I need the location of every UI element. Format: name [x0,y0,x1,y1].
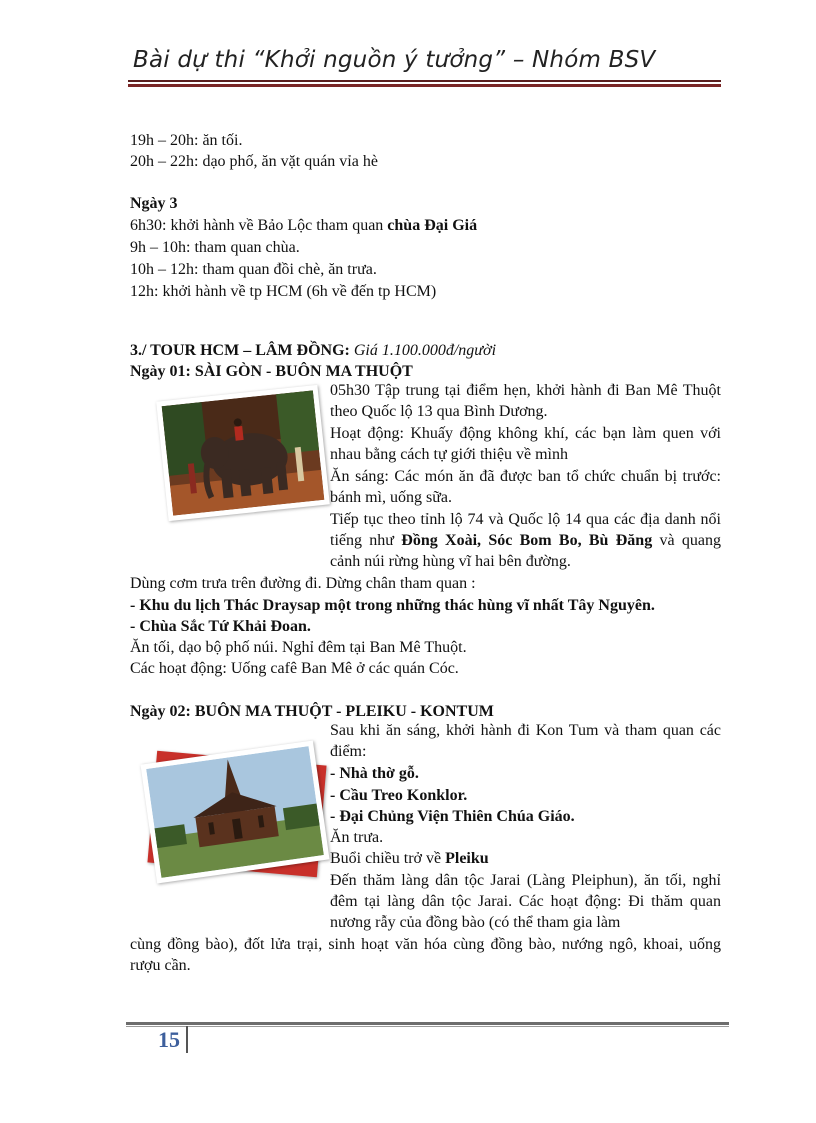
header-divider [128,80,721,82]
day1-paragraph: Ăn sáng: Các món ăn đã được ban tổ chức chuẩn bị trước: bánh mì, uống sữa. [330,468,721,507]
city-name: Pleiku [445,850,489,867]
route-text: và quang cảnh núi rừng hùng vĩ hai bên đường. [330,532,721,571]
day1-stop: - Chùa Sắc Tứ Khải Đoan. [130,618,311,635]
route-text: Tiếp tục theo tỉnh lộ 74 và Quốc lộ 14 qua các địa danh nổi tiếng như [330,511,721,550]
day2-spot: - Nhà thờ gỗ. [330,765,419,782]
day3-heading: Ngày 3 [130,195,178,212]
day1-paragraph [330,509,721,573]
day2-paragraph: Sau khi ăn sáng, khởi hành đi Kon Tum và tham quan các điểm: [330,722,721,761]
tour-price: Giá 1.100.000đ/người [353,342,497,359]
footer-divider [126,1022,729,1025]
day1-heading: Ngày 01: SÀI GÒN - BUÔN MA THUỘT [130,363,413,380]
church-photo [140,740,329,883]
day2-line: Ăn trưa. [330,829,384,846]
tour-name: 3./ TOUR HCM – LÂM ĐỒNG: [130,342,354,359]
tour-title [130,341,496,361]
day2-paragraph: cùng đồng bào), đốt lửa trại, sinh hoạt văn hóa cùng đồng bào, nướng ngô, khoai, uống rượu cần. [130,936,721,975]
day1-line: Ăn tối, dạo bộ phố núi. Nghỉ đêm tại Ban Mê Thuột. [130,639,467,656]
schedule-line: 10h – 12h: tham quan đồi chè, ăn trưa. [130,261,377,278]
page-number-bar [186,1026,188,1053]
schedule-text: 6h30: khởi hành về Bảo Lộc tham quan [130,217,388,234]
day2-spot: - Đại Chủng Viện Thiên Chúa Giáo. [330,808,575,825]
day2-line [330,849,489,869]
schedule-line: 20h – 22h: dạo phố, ăn vặt quán vỉa hè [130,153,378,170]
day1-line: Các hoạt động: Uống cafê Ban Mê ở các quán Cóc. [130,660,459,677]
page-number: 15 [158,1027,180,1052]
day1-paragraph: 05h30 Tập trung tại điểm hẹn, khởi hành đi Ban Mê Thuột theo Quốc lộ 13 qua Bình Dương. [330,382,721,421]
day2-paragraph: Đến thăm làng dân tộc Jarai (Làng Pleiphun), ăn tối, nghỉ đêm tại làng dân tộc Jarai. Các hoạt động: Đi thăm quan nương rẫy của đồng bào (có thể tham gia làm [330,872,721,932]
afternoon-text: Buổi chiều trở về [330,850,446,867]
schedule-line: 9h – 10h: tham quan chùa. [130,239,300,256]
header-divider-thick [128,84,721,87]
schedule-line: 12h: khởi hành về tp HCM (6h về đến tp HCM) [130,283,437,300]
day1-paragraph: Hoạt động: Khuấy động không khí, các bạn làm quen với nhau bằng cách tự giới thiệu về mình [330,425,721,464]
pagoda-name: chùa Đại Giá [387,217,478,234]
day2-spot: - Cầu Treo Konklor. [330,787,468,804]
page-header-title: Bài dự thi “Khởi nguồn ý tưởng” – Nhóm BSV [133,47,656,73]
schedule-line [130,216,507,236]
day1-line: Dùng cơm trưa trên đường đi. Dừng chân tham quan : [130,575,476,592]
day1-stop: - Khu du lịch Thác Draysap một trong những thác hùng vĩ nhất Tây Nguyên. [130,597,655,614]
schedule-line: 19h – 20h: ăn tối. [130,132,243,149]
elephant-photo [156,385,330,521]
elephant-illustration [162,390,325,515]
place-names: Đồng Xoài, Sóc Bom Bo, Bù Đăng [401,532,653,550]
footer-divider-thin [126,1026,729,1027]
day2-heading: Ngày 02: BUÔN MA THUỘT - PLEIKU - KONTUM [130,703,494,720]
church-illustration [146,746,324,878]
